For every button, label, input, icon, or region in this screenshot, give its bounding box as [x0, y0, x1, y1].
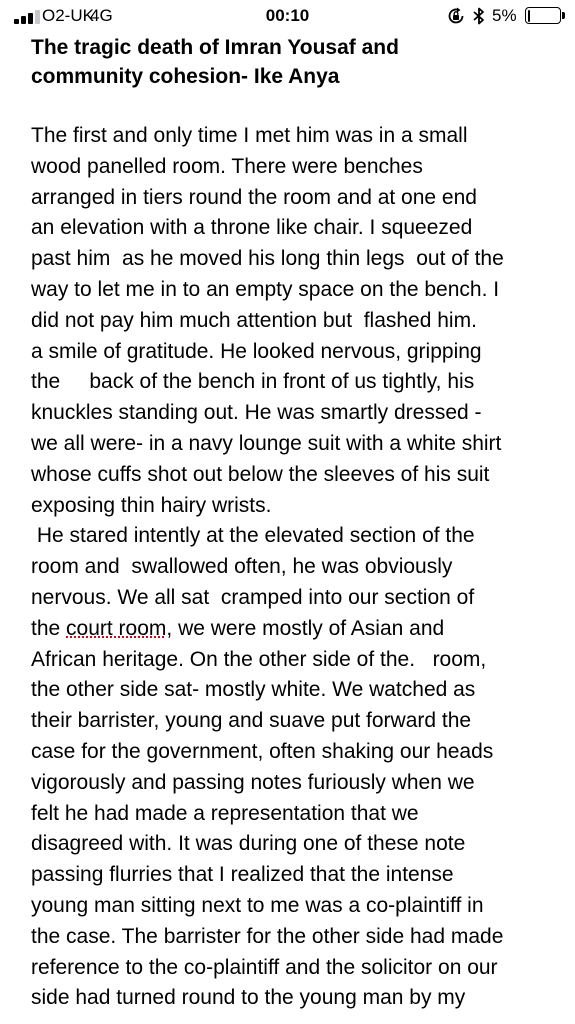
body-line: an elevation with a throne like chair. I squeezed — [31, 216, 473, 240]
body-line: wood panelled room. There were benches — [31, 154, 423, 178]
body-line: the back of the bench in front of us tightly, his — [31, 370, 475, 394]
status-bar — [0, 0, 575, 32]
body-line: disagreed with. It was during one of these note — [31, 832, 466, 856]
body-line: young man sitting next to me was a co-plaintiff in — [31, 893, 484, 917]
body-line: African heritage. On the other side of the. room, — [31, 647, 487, 671]
title-line: community cohesion- Ike Anya — [31, 65, 340, 88]
body-line: arranged in tiers round the room and at one end — [31, 185, 477, 209]
body-line: case for the government, often shaking our heads — [31, 739, 494, 763]
body-line: exposing thin hairy wrists. — [31, 493, 272, 517]
body-line: vigorously and passing notes furiously when we — [31, 770, 475, 794]
body-line: past him as he moved his long thin legs out of the — [31, 247, 504, 271]
body-line: we all were- in a navy lounge suit with a white shirt — [31, 431, 502, 455]
battery-icon — [525, 7, 561, 24]
status-time: 00:10 — [265, 6, 310, 25]
body-line: reference to the co-plaintiff and the solicitor on our — [31, 955, 498, 979]
carrier-name: O2-UK — [42, 6, 94, 25]
article-body[interactable] — [31, 121, 561, 1014]
bluetooth-icon — [472, 6, 486, 26]
body-line: the case. The barrister for the other side had made — [31, 924, 504, 948]
body-line: felt he had made a representation that we — [31, 801, 419, 825]
spellcheck-flagged-word[interactable]: court room — [66, 616, 167, 640]
body-line: He stared intently at the elevated section of the — [31, 524, 475, 548]
network-type: 4G — [90, 6, 113, 25]
body-line: room and swallowed often, he was obviously — [31, 555, 453, 579]
battery-percentage: 5% — [492, 6, 517, 25]
body-line: nervous. We all sat cramped into our section of — [31, 585, 475, 609]
battery-tip — [562, 12, 565, 19]
body-line-with-typo — [31, 614, 561, 645]
body-line: the other side sat- mostly white. We watched as — [31, 678, 476, 702]
body-line: side had turned round to the young man by my — [31, 986, 466, 1010]
body-line: their barrister, young and suave put forward the — [31, 709, 472, 733]
body-text: the — [31, 616, 67, 640]
battery-level-fill — [528, 10, 530, 22]
body-line: The first and only time I met him was in a small — [31, 124, 468, 147]
body-text: , we were mostly of Asian and — [166, 616, 445, 640]
body-line: way to let me in to an empty space on the bench. I — [31, 277, 500, 301]
body-line: a smile of gratitude. He looked nervous, gripping — [31, 339, 482, 363]
body-line: passing flurries that I realized that the intense — [31, 863, 454, 887]
body-line: whose cuffs shot out below the sleeves of his suit — [31, 462, 490, 486]
article-title[interactable] — [31, 33, 561, 91]
body-line: knuckles standing out. He was smartly dressed - — [31, 401, 482, 425]
body-line: did not pay him much attention but flashed him. — [31, 308, 477, 332]
title-line: The tragic death of Imran Yousaf and — [31, 36, 399, 59]
document-page[interactable] — [31, 33, 561, 1014]
rotation-lock-icon — [446, 6, 466, 26]
